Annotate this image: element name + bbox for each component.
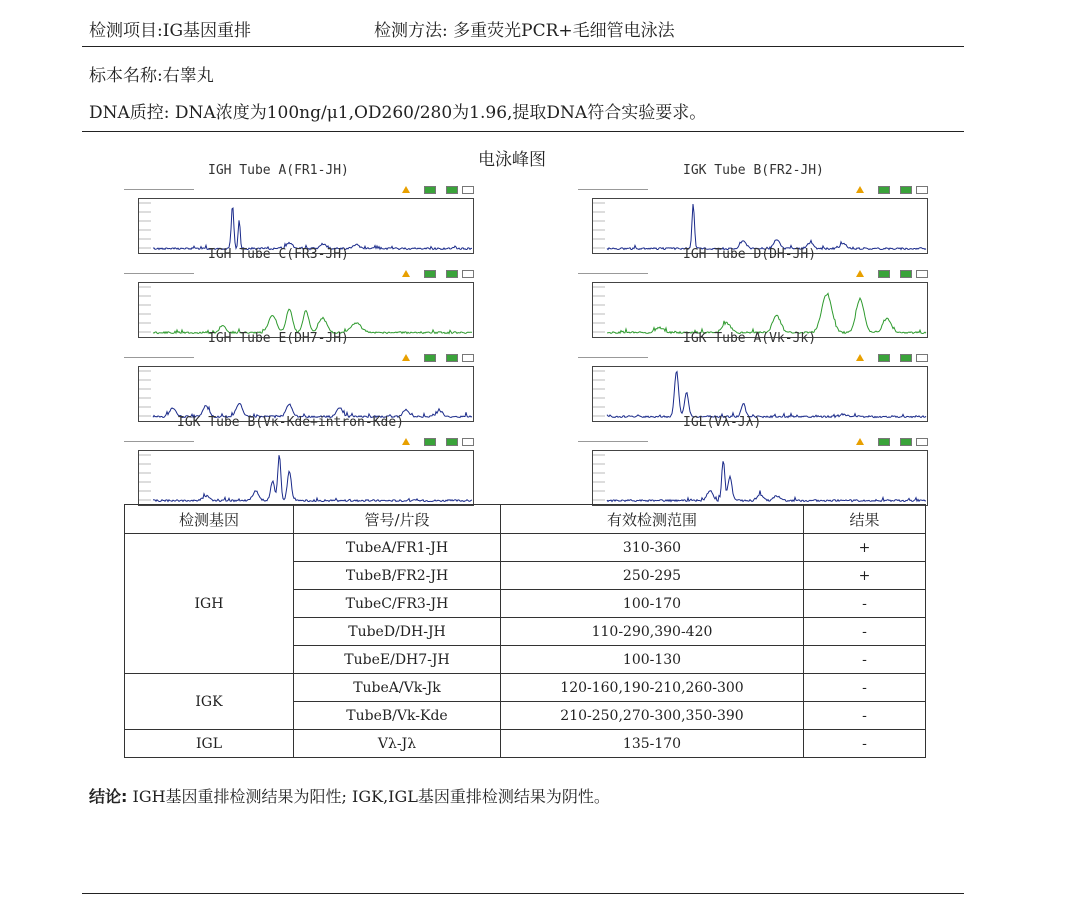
- header-result: 结果: [804, 505, 926, 534]
- panel-title: IGH Tube E(DH7-JH): [208, 331, 349, 346]
- header-range: 有效检测范围: [501, 505, 804, 534]
- results-table: [124, 504, 926, 758]
- status-icon: [916, 186, 928, 194]
- range-cell: 100-130: [501, 646, 804, 674]
- test-item: [89, 16, 251, 41]
- panel-title: IGH Tube A(FR1-JH): [208, 163, 349, 178]
- peak-plot: [592, 198, 928, 254]
- conclusion: [89, 784, 610, 807]
- status-icon: [446, 354, 458, 362]
- panel-toolbar: [124, 354, 474, 362]
- panel-toolbar: [578, 438, 928, 446]
- warning-icon: [402, 354, 410, 361]
- test-item-value: IG基因重排: [162, 21, 252, 41]
- panel-toolbar: [578, 270, 928, 278]
- range-cell: 310-360: [501, 534, 804, 562]
- table-row: [125, 730, 926, 758]
- test-item-label: 检测项目:: [89, 21, 163, 41]
- footer-divider: [82, 893, 964, 894]
- peak-trace: [593, 367, 927, 421]
- trace-line: [607, 293, 926, 333]
- range-cell: 210-250,270-300,350-390: [501, 702, 804, 730]
- status-icon: [878, 186, 890, 194]
- warning-icon: [402, 186, 410, 193]
- warning-icon: [856, 270, 864, 277]
- peak-plot: [138, 450, 474, 506]
- peak-plot: [138, 198, 474, 254]
- tube-cell: TubeE/DH7-JH: [294, 646, 501, 674]
- table-row: [125, 674, 926, 702]
- warning-icon: [856, 438, 864, 445]
- specimen-label: 标本名称:: [89, 66, 163, 86]
- toolbar-line: [578, 189, 648, 190]
- range-cell: 135-170: [501, 730, 804, 758]
- trace-line: [607, 461, 926, 501]
- peak-plot: [592, 366, 928, 422]
- status-icon: [878, 270, 890, 278]
- toolbar-line: [124, 189, 194, 190]
- warning-icon: [856, 186, 864, 193]
- peak-trace: [593, 283, 927, 337]
- qc-divider: [82, 131, 964, 132]
- peak-trace: [593, 199, 927, 253]
- status-icon: [900, 354, 912, 362]
- trace-line: [153, 208, 472, 250]
- result-cell: -: [804, 702, 926, 730]
- specimen-value: 右睾丸: [162, 66, 214, 86]
- status-icon: [446, 270, 458, 278]
- result-cell: -: [804, 618, 926, 646]
- peak-trace: [139, 367, 473, 421]
- toolbar-line: [578, 357, 648, 358]
- status-icon: [462, 270, 474, 278]
- result-cell: +: [804, 534, 926, 562]
- panel-toolbar: [578, 186, 928, 194]
- panel-toolbar: [124, 438, 474, 446]
- peak-plot: [138, 282, 474, 338]
- tube-cell: TubeB/FR2-JH: [294, 562, 501, 590]
- status-icon: [878, 354, 890, 362]
- dna-qc-value: DNA浓度为100ng/μ1,OD260/280为1.96,提取DNA符合实验要求。: [174, 103, 707, 123]
- status-icon: [916, 354, 928, 362]
- status-icon: [900, 186, 912, 194]
- peak-trace: [139, 283, 473, 337]
- tube-cell: TubeA/FR1-JH: [294, 534, 501, 562]
- status-icon: [462, 354, 474, 362]
- peak-plot: [138, 366, 474, 422]
- toolbar-line: [124, 357, 194, 358]
- result-cell: -: [804, 646, 926, 674]
- range-cell: 250-295: [501, 562, 804, 590]
- gene-cell: IGK: [125, 674, 294, 730]
- panel-title: IGH Tube C(FR3-JH): [208, 247, 349, 262]
- table-header-row: [125, 505, 926, 534]
- trace-line: [607, 204, 926, 250]
- specimen: [89, 61, 214, 86]
- toolbar-line: [124, 441, 194, 442]
- toolbar-line: [124, 273, 194, 274]
- tube-cell: TubeA/Vk-Jk: [294, 674, 501, 702]
- peak-plot: [592, 282, 928, 338]
- conclusion-text: IGH基因重排检测结果为阳性; IGK,IGL基因重排检测结果为阴性。: [132, 787, 610, 806]
- test-method-label: 检测方法:: [374, 21, 448, 41]
- panel-title: IGH Tube D(DH-JH): [683, 247, 817, 262]
- tube-cell: TubeB/Vk-Kde: [294, 702, 501, 730]
- warning-icon: [402, 438, 410, 445]
- status-icon: [462, 186, 474, 194]
- panel-title: IGL(Vλ-Jλ): [683, 415, 762, 430]
- status-icon: [424, 270, 436, 278]
- table-row: [125, 534, 926, 562]
- dna-qc: [89, 98, 706, 123]
- panel-title: IGK Tube A(Vk-Jk): [683, 331, 817, 346]
- range-cell: 120-160,190-210,260-300: [501, 674, 804, 702]
- panel-title: IGK Tube B(FR2-JH): [683, 163, 824, 178]
- tube-cell: Vλ-Jλ: [294, 730, 501, 758]
- result-cell: -: [804, 730, 926, 758]
- test-method: [374, 16, 675, 41]
- header-tube: 管号/片段: [294, 505, 501, 534]
- peak-trace: [593, 451, 927, 505]
- status-icon: [424, 186, 436, 194]
- result-cell: -: [804, 590, 926, 618]
- panel-title: IGK Tube B(Vκ-Kde+intron-Kde): [177, 415, 404, 430]
- gene-cell: IGL: [125, 730, 294, 758]
- status-icon: [462, 438, 474, 446]
- warning-icon: [402, 270, 410, 277]
- header-gene: 检测基因: [125, 505, 294, 534]
- peak-trace: [139, 451, 473, 505]
- peak-plot: [592, 450, 928, 506]
- trace-line: [607, 372, 926, 418]
- test-method-value: 多重荧光PCR+毛细管电泳法: [453, 21, 675, 41]
- conclusion-label: 结论:: [89, 787, 128, 806]
- gene-cell: IGH: [125, 534, 294, 674]
- panel-toolbar: [124, 186, 474, 194]
- electrophoresis-title: 电泳峰图: [478, 150, 546, 170]
- status-icon: [446, 186, 458, 194]
- tube-cell: TubeC/FR3-JH: [294, 590, 501, 618]
- status-icon: [424, 438, 436, 446]
- trace-line: [153, 455, 472, 501]
- status-icon: [446, 438, 458, 446]
- toolbar-line: [578, 273, 648, 274]
- status-icon: [878, 438, 890, 446]
- dna-qc-label: DNA质控:: [89, 103, 170, 123]
- trace-line: [153, 309, 472, 333]
- status-icon: [916, 438, 928, 446]
- panel-toolbar: [578, 354, 928, 362]
- status-icon: [424, 354, 436, 362]
- panel-toolbar: [124, 270, 474, 278]
- range-cell: 100-170: [501, 590, 804, 618]
- status-icon: [916, 270, 928, 278]
- toolbar-line: [578, 441, 648, 442]
- header-divider: [82, 46, 964, 47]
- warning-icon: [856, 354, 864, 361]
- peak-trace: [139, 199, 473, 253]
- tube-cell: TubeD/DH-JH: [294, 618, 501, 646]
- result-cell: -: [804, 674, 926, 702]
- status-icon: [900, 438, 912, 446]
- result-cell: +: [804, 562, 926, 590]
- range-cell: 110-290,390-420: [501, 618, 804, 646]
- status-icon: [900, 270, 912, 278]
